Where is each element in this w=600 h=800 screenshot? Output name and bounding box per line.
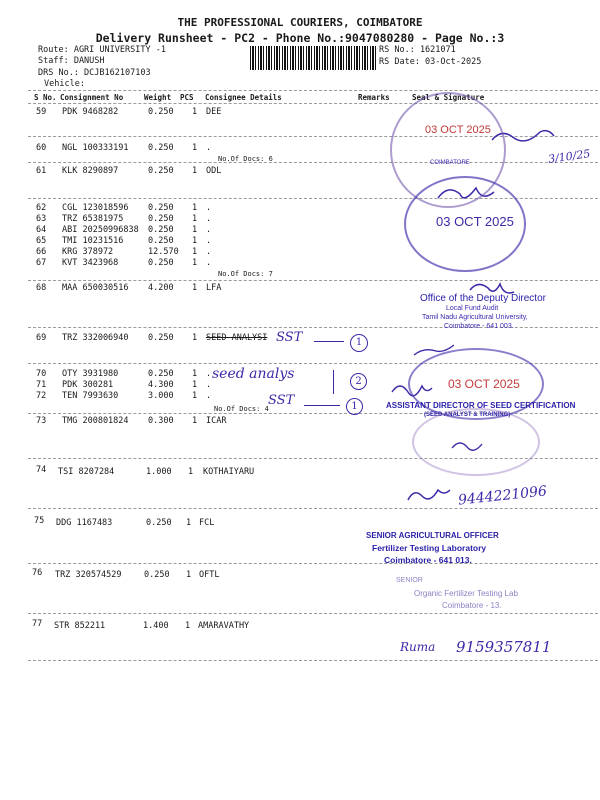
runsheet-page: THE PROFESSIONAL COURIERS, COIMBATORE Delivery Runsheet - PC2 - Phone No.:9047080280 - Page No.:3 Route: AGRI UNIVERSITY -1 Staff: DANUSH DRS No.: DCJB162107103 Vehicle: RS No.: 1621071 RS Date: 03-Oct-2025 S No. Consignment No Weight PCS Consignee Details Remarks Seal & Signature 59 PDK 9468282 0.250 1 DEE 60 NGL 100333191 0.250 1 . No.Of Docs: 6 61 KLK 8290897 0.250 1 ODL 62 CGL 123018596 0.250 1 . 63 TRZ 65381975 0.250 1 . 64 ABI 20250996838 0.250 1 . 65 TMI 10231516 0.250 1 . 66 KRG 378972 12.570 1 . 67 KVT 3423968 0.250 1 . No.Of Docs: 7 68 MAA 650030516 4.200 1 LFA 69 TRZ 332006940 0.250 1 SEED ANALYSI 70 OTY 3931980 0.250 1 . 71 PDK 300281 4.300 1 . 72 TEN 7993630 3.000 1 . No.Of Docs: 4 73 TMG 200801824 0.300 1 ICAR 74 TSI 8207284 1.000 1 KOTHAIYARU 75 DDG 1167483 0.250 1 FCL 76 TRZ 320574529 0.250 1 OFTL 77 STR 852211 1.400 1 AMARAVATHY SST 1 seed analys 2 SST 1 9444221096 Ruma 9159357811 3/10/25 03 OCT 2025 COIMBATORE 03 OCT 2025 Office of the Deputy Director Local Fund Audit Tamil Nadu Agricultural University, Coimbatore - 641 003. 03 OCT 2025 ASSISTANT DIRECTOR OF SEED CERTIFICATION (SEED ANALYST & TRAINING) SENIOR AGRICULTURAL OFFICER Fertilizer Testing Laboratory Coimbatore - 641 013. SENIOR Organic Fertilizer Testing Lab Coimbatore - 13. bbox=[0, 0, 600, 800]
rs-number: RS No.: 1621071 bbox=[379, 45, 456, 55]
vehicle-label: Vehicle: bbox=[44, 79, 85, 89]
runsheet-subtitle: Delivery Runsheet - PC2 - Phone No.:9047080280 - Page No.:3 bbox=[95, 31, 505, 45]
handwritten-phone: 9444221096 bbox=[457, 483, 548, 509]
stamp-text: Coimbatore - 641 013. bbox=[384, 555, 472, 565]
round-stamp bbox=[412, 408, 540, 476]
stamp-date: 03 OCT 2025 bbox=[436, 214, 514, 229]
stamp-text: Tamil Nadu Agricultural University, bbox=[422, 314, 528, 321]
handwritten-date: 3/10/25 bbox=[547, 147, 592, 166]
stamp-office-title: SENIOR AGRICULTURAL OFFICER bbox=[366, 531, 499, 540]
stamp-text: COIMBATORE bbox=[430, 160, 470, 166]
handwritten-seed-analysis: seed analys bbox=[212, 366, 295, 382]
handwritten-sst: SST bbox=[276, 330, 303, 345]
doc-count: No.Of Docs: 6 bbox=[218, 155, 273, 163]
stamp-text: Organic Fertilizer Testing Lab bbox=[414, 589, 518, 598]
drs-label: DRS No.: DCJB162107103 bbox=[38, 68, 151, 78]
handwritten-name: Ruma bbox=[400, 640, 436, 654]
col-sno: S No. bbox=[34, 93, 57, 102]
stamp-text: (SEED ANALYST & TRAINING) bbox=[424, 412, 511, 418]
stamp-office-title: Office of the Deputy Director bbox=[420, 293, 546, 304]
col-consignee: Consignee Details bbox=[205, 93, 282, 102]
stamp-date: 03 OCT 2025 bbox=[425, 124, 491, 136]
stamp-text: SENIOR bbox=[396, 577, 423, 584]
doc-count: No.Of Docs: 7 bbox=[218, 270, 273, 278]
rs-date: RS Date: 03-Oct-2025 bbox=[379, 57, 482, 67]
stamp-date: 03 OCT 2025 bbox=[448, 377, 520, 391]
stamp-text: Coimbatore - 13. bbox=[442, 601, 502, 610]
route-label: Route: AGRI UNIVERSITY -1 bbox=[38, 45, 166, 55]
col-weight: Weight bbox=[144, 93, 172, 102]
col-consignment: Consignment No bbox=[60, 93, 124, 102]
company-title: THE PROFESSIONAL COURIERS, COIMBATORE bbox=[177, 16, 423, 29]
stamp-text: Fertilizer Testing Laboratory bbox=[372, 543, 487, 553]
col-remarks: Remarks bbox=[358, 93, 390, 102]
stamp-text: Coimbatore - 641 003. bbox=[444, 323, 514, 330]
circled-number: 2 bbox=[350, 373, 367, 390]
stamp-office-title: ASSISTANT DIRECTOR OF SEED CERTIFICATION bbox=[386, 401, 576, 410]
circled-number: 1 bbox=[350, 334, 368, 352]
handwritten-phone: 9159357811 bbox=[456, 638, 552, 656]
col-pcs: PCS bbox=[180, 93, 194, 102]
staff-label: Staff: DANUSH bbox=[38, 56, 105, 66]
stamp-text: Local Fund Audit bbox=[446, 305, 499, 312]
circled-number: 1 bbox=[346, 398, 363, 415]
col-seal: Seal & Signature bbox=[412, 93, 485, 102]
doc-count: No.Of Docs: 4 bbox=[214, 405, 269, 413]
handwritten-sst: SST bbox=[268, 393, 295, 408]
